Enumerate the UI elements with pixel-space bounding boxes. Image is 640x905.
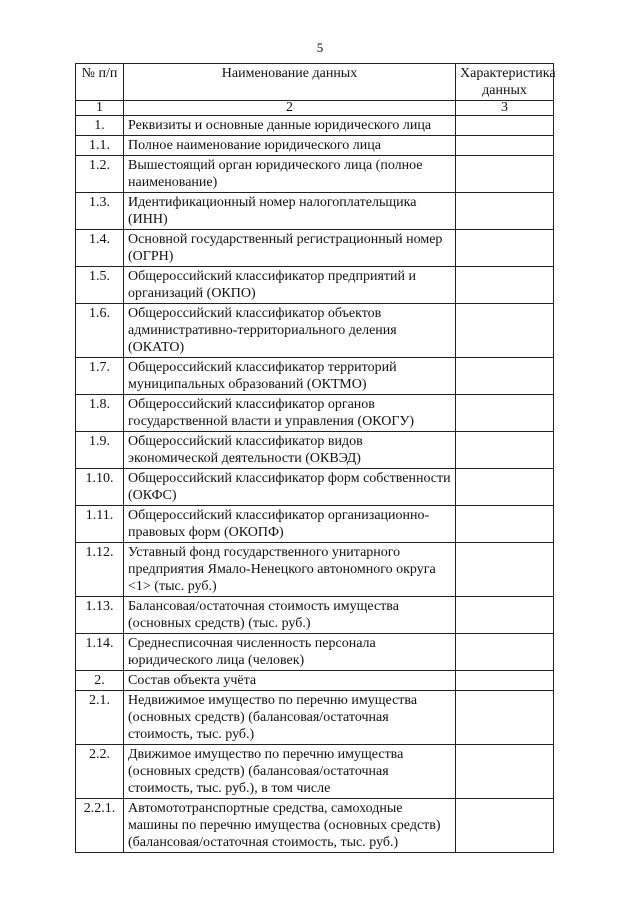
row-number: 1.6. xyxy=(76,304,124,358)
row-name: Общероссийский классификатор видов экономической деятельности (ОКВЭД) xyxy=(124,432,456,469)
row-name: Основной государственный регистрационный номер (ОГРН) xyxy=(124,230,456,267)
table-row xyxy=(76,267,554,304)
table-row xyxy=(76,193,554,230)
row-value xyxy=(456,230,554,267)
table-row xyxy=(76,116,554,136)
row-value xyxy=(456,671,554,691)
row-name: Автомототранспортные средства, самоходные машины по перечню имущества (основных средств) (балансовая/остаточная стоимость, тыс. руб.) xyxy=(124,799,456,853)
header-number: № п/п xyxy=(76,64,124,101)
row-number: 1. xyxy=(76,116,124,136)
row-value xyxy=(456,136,554,156)
row-value xyxy=(456,634,554,671)
row-value xyxy=(456,469,554,506)
row-value xyxy=(456,267,554,304)
row-number: 2.2.1. xyxy=(76,799,124,853)
row-name: Вышестоящий орган юридического лица (полное наименование) xyxy=(124,156,456,193)
row-value xyxy=(456,358,554,395)
column-index: 2 xyxy=(124,101,456,116)
table-row xyxy=(76,506,554,543)
table-row xyxy=(76,136,554,156)
row-number: 1.14. xyxy=(76,634,124,671)
header-row xyxy=(76,64,554,101)
row-name: Общероссийский классификатор предприятий и организаций (ОКПО) xyxy=(124,267,456,304)
row-number: 1.11. xyxy=(76,506,124,543)
row-name: Состав объекта учёта xyxy=(124,671,456,691)
row-number: 1.13. xyxy=(76,597,124,634)
row-number: 1.7. xyxy=(76,358,124,395)
table-row xyxy=(76,597,554,634)
row-name: Полное наименование юридического лица xyxy=(124,136,456,156)
table-row xyxy=(76,671,554,691)
row-name: Идентификационный номер налогоплательщика (ИНН) xyxy=(124,193,456,230)
table-row xyxy=(76,469,554,506)
table-row xyxy=(76,432,554,469)
row-value xyxy=(456,304,554,358)
row-name: Недвижимое имущество по перечню имущества (основных средств) (балансовая/остаточная стоимость, тыс. руб.) xyxy=(124,691,456,745)
table-row xyxy=(76,358,554,395)
column-index: 3 xyxy=(456,101,554,116)
data-table xyxy=(75,63,554,853)
row-name: Общероссийский классификатор организационно-правовых форм (ОКОПФ) xyxy=(124,506,456,543)
column-index-row xyxy=(76,101,554,116)
row-number: 1.9. xyxy=(76,432,124,469)
row-value xyxy=(456,193,554,230)
header-name: Наименование данных xyxy=(124,64,456,101)
table-row xyxy=(76,634,554,671)
table-row xyxy=(76,230,554,267)
row-value xyxy=(456,432,554,469)
row-name: Реквизиты и основные данные юридического лица xyxy=(124,116,456,136)
column-index: 1 xyxy=(76,101,124,116)
row-value xyxy=(456,506,554,543)
row-number: 1.3. xyxy=(76,193,124,230)
row-value xyxy=(456,543,554,597)
row-value xyxy=(456,395,554,432)
table-row xyxy=(76,543,554,597)
row-name: Общероссийский классификатор территорий муниципальных образований (ОКТМО) xyxy=(124,358,456,395)
row-name: Общероссийский классификатор форм собственности (ОКФС) xyxy=(124,469,456,506)
row-name: Балансовая/остаточная стоимость имущества (основных средств) (тыс. руб.) xyxy=(124,597,456,634)
row-name: Общероссийский классификатор объектов административно-территориального деления (ОКАТО) xyxy=(124,304,456,358)
row-value xyxy=(456,156,554,193)
row-number: 2. xyxy=(76,671,124,691)
row-number: 1.10. xyxy=(76,469,124,506)
row-value xyxy=(456,116,554,136)
table-row xyxy=(76,745,554,799)
row-number: 1.2. xyxy=(76,156,124,193)
row-value xyxy=(456,799,554,853)
table-row xyxy=(76,799,554,853)
row-number: 1.8. xyxy=(76,395,124,432)
table-row xyxy=(76,156,554,193)
row-number: 1.1. xyxy=(76,136,124,156)
row-value xyxy=(456,597,554,634)
row-number: 1.12. xyxy=(76,543,124,597)
row-name: Движимое имущество по перечню имущества (основных средств) (балансовая/остаточная стоимость, тыс. руб.), в том числе xyxy=(124,745,456,799)
table-row xyxy=(76,304,554,358)
header-characteristic: Характеристика данных xyxy=(456,64,554,101)
page-number: 5 xyxy=(316,40,324,55)
row-value xyxy=(456,691,554,745)
row-number: 1.5. xyxy=(76,267,124,304)
row-number: 1.4. xyxy=(76,230,124,267)
row-name: Уставный фонд государственного унитарного предприятия Ямало-Ненецкого автономного округа <1> (тыс. руб.) xyxy=(124,543,456,597)
row-name: Среднесписочная численность персонала юридического лица (человек) xyxy=(124,634,456,671)
row-number: 2.1. xyxy=(76,691,124,745)
table-row xyxy=(76,395,554,432)
row-value xyxy=(456,745,554,799)
table-row xyxy=(76,691,554,745)
row-number: 2.2. xyxy=(76,745,124,799)
row-name: Общероссийский классификатор органов государственной власти и управления (ОКОГУ) xyxy=(124,395,456,432)
